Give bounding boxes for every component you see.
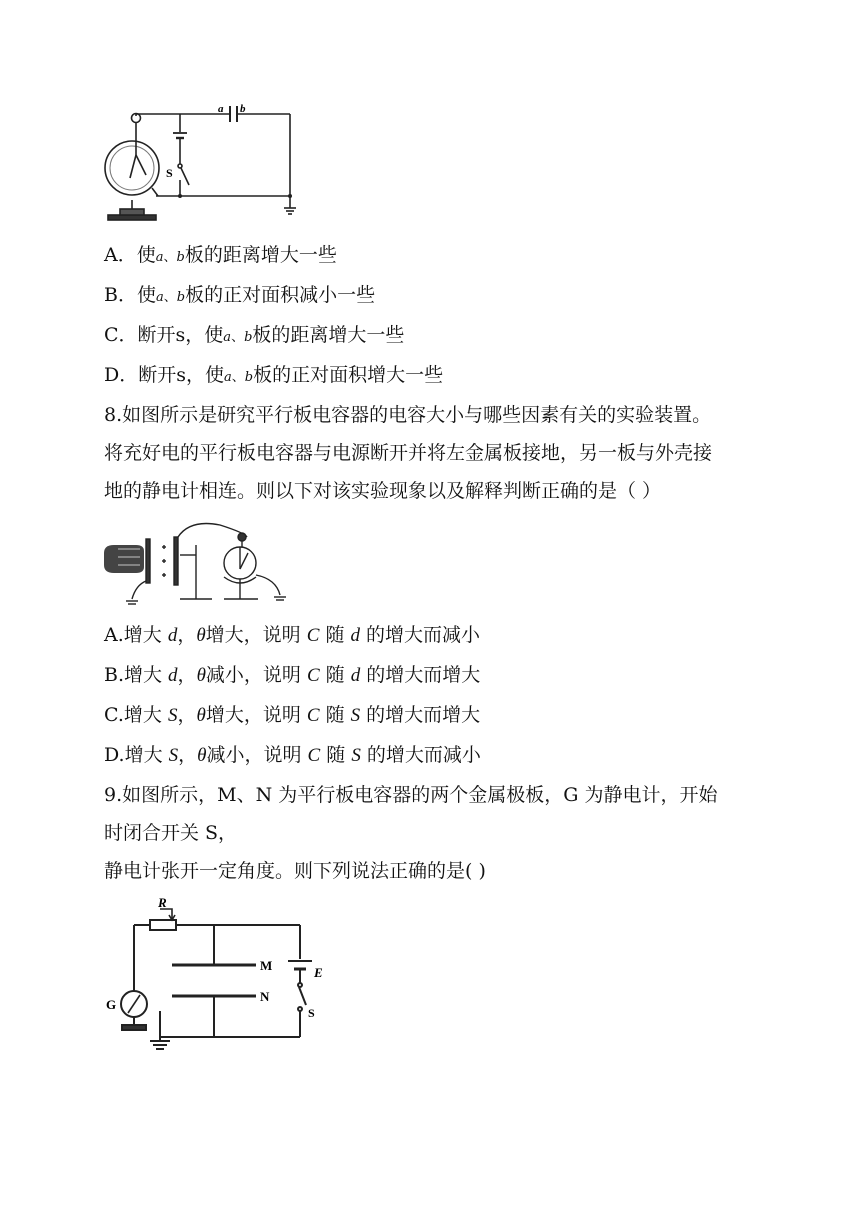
switch-s-label: S [308,1006,315,1020]
q8-option-d: D.增大 S，θ减小，说明 C 随 S 的增大而减小 [104,744,481,766]
q7-option-a: A．使a、b板的距离增大一些 [104,244,337,266]
q8-option-c: C.增大 S，θ增大，说明 C 随 S 的增大而增大 [104,704,481,726]
capacitor-galvanometer-circuit-figure [100,895,340,1055]
plate-b-label: b [240,103,246,115]
q9-stem-line-2: 时闭合开关 S， [104,822,238,844]
resistor-r-label: R [158,895,167,910]
plate-n-label: N [260,989,270,1004]
q8-stem-line-3: 地的静电计相连。则以下对该实验现象以及解释判断正确的是（ ） [104,480,662,502]
galvanometer-g-label: G [106,997,117,1012]
q7-option-b: B．使a、b板的正对面积减小一些 [104,284,376,306]
electroscope-capacitor-circuit-figure [100,100,305,225]
q8-stem-line-2: 将充好电的平行板电容器与电源断开并将左金属板接地，另一板与外壳接 [104,442,713,464]
q9-stem-line-1: 9.如图所示，M、N 为平行板电容器的两个金属极板，G 为静电计，开始 [104,784,718,806]
q8-option-b: B.增大 d，θ减小，说明 C 随 d 的增大而增大 [104,664,481,686]
q8-option-a: A.增大 d，θ增大，说明 C 随 d 的增大而减小 [104,624,481,646]
battery-e-label: E [314,965,323,980]
parallel-plate-electrometer-figure [100,515,300,607]
plate-a-label: a [218,103,224,115]
q9-stem-line-3: 静电计张开一定角度。则下列说法正确的是( ) [104,860,486,882]
q7-option-d: D．断开s，使a、b板的正对面积增大一些 [104,364,444,386]
plate-m-label: M [260,958,273,973]
q8-stem-line-1: 8.如图所示是研究平行板电容器的电容大小与哪些因素有关的实验装置。 [104,404,712,426]
q7-option-c: C．断开s，使a、b板的距离增大一些 [104,324,405,346]
switch-s-label: S [166,166,173,180]
